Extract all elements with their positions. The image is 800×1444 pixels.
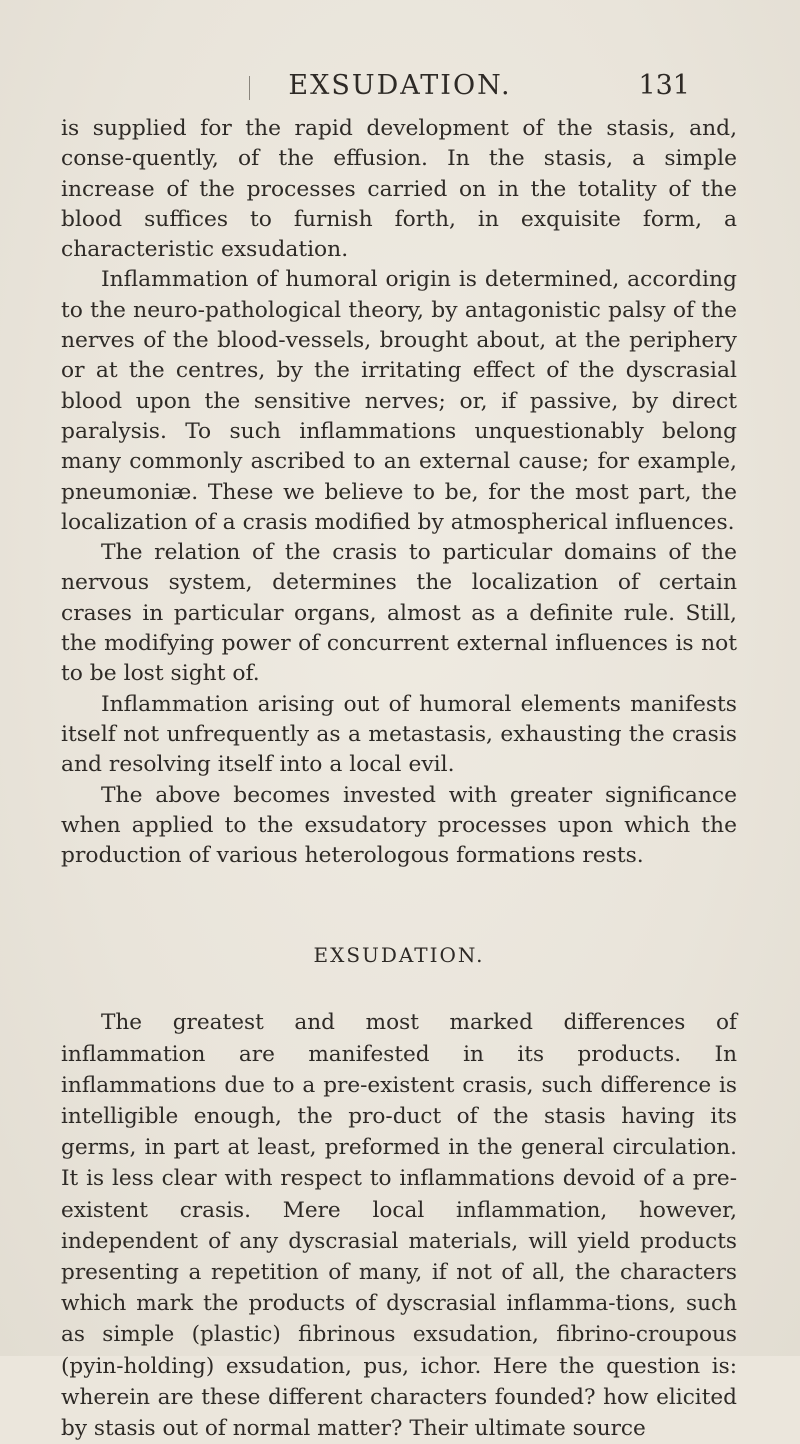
body-text xyxy=(61,114,737,1444)
paragraph-continuation: is supplied for the rapid development of the stasis, and, conse-quently, of the effusion. In the stasis, a simple increase of the processes carried on in the totality of the blood suffices to furnish forth, in exquisite form, a characteristic exsudation. xyxy=(61,116,737,263)
paragraph-metastasis: Inflammation arising out of humoral elements manifests itself not unfrequently as a metastasis, exhausting the crasis and resolving itself into a local evil. xyxy=(61,691,737,778)
paragraph-exsudatory-processes: The above becomes invested with greater significance when applied to the exsudatory processes upon which the production of various heterologous formations rests. xyxy=(61,782,737,869)
paragraph-crasis-relation: The relation of the crasis to particular domains of the nervous system, determines the localization of certain crases in particular organs, almost as a definite rule. Still, the modifying power of concurrent external influences is not to be lost sight of. xyxy=(61,540,737,687)
section-heading: EXSUDATION. xyxy=(313,943,485,968)
paragraph-exsudation-section: The greatest and most marked differences of inflammation are manifested in its products. In inflammations due to a pre-existent crasis, such difference is intelligible enough, the pro-duct of the stasis having its germs, in part at least, preformed in the general circulation. It is less clear with respect to inflammations devoid of a pre-existent crasis. Mere local inflammation, however, independent of any dyscrasial materials, will yield products presenting a repetition of many, if not of all, the characters which mark the products of dyscrasial inflamma-tions, such as simple (plastic) fibrinous exsudation, fibrino-croupous (pyin-holding) exsudation, pus, ichor. Here the question is: wherein are these different characters founded? how elicited by stasis out of normal matter? Their ultimate source xyxy=(61,1010,737,1442)
running-title: EXSUDATION. xyxy=(288,70,512,101)
paragraph-humoral-inflammation: Inflammation of humoral origin is determined, according to the neuro-pathological theory, by antagonistic palsy of the nerves of the blood-vessels, brought about, at the periphery or at the centres, by the irritating effect of the dyscrasial blood upon the sensitive nerves; or, if passive, by direct paralysis. To such inflammations unquestionably belong many commonly ascribed to an external cause; for example, pneumoniæ. These we believe to be, for the most part, the localization of a crasis modified by atmospherical influences. xyxy=(61,267,737,535)
page-number: 131 xyxy=(638,70,690,101)
running-head xyxy=(0,68,800,108)
